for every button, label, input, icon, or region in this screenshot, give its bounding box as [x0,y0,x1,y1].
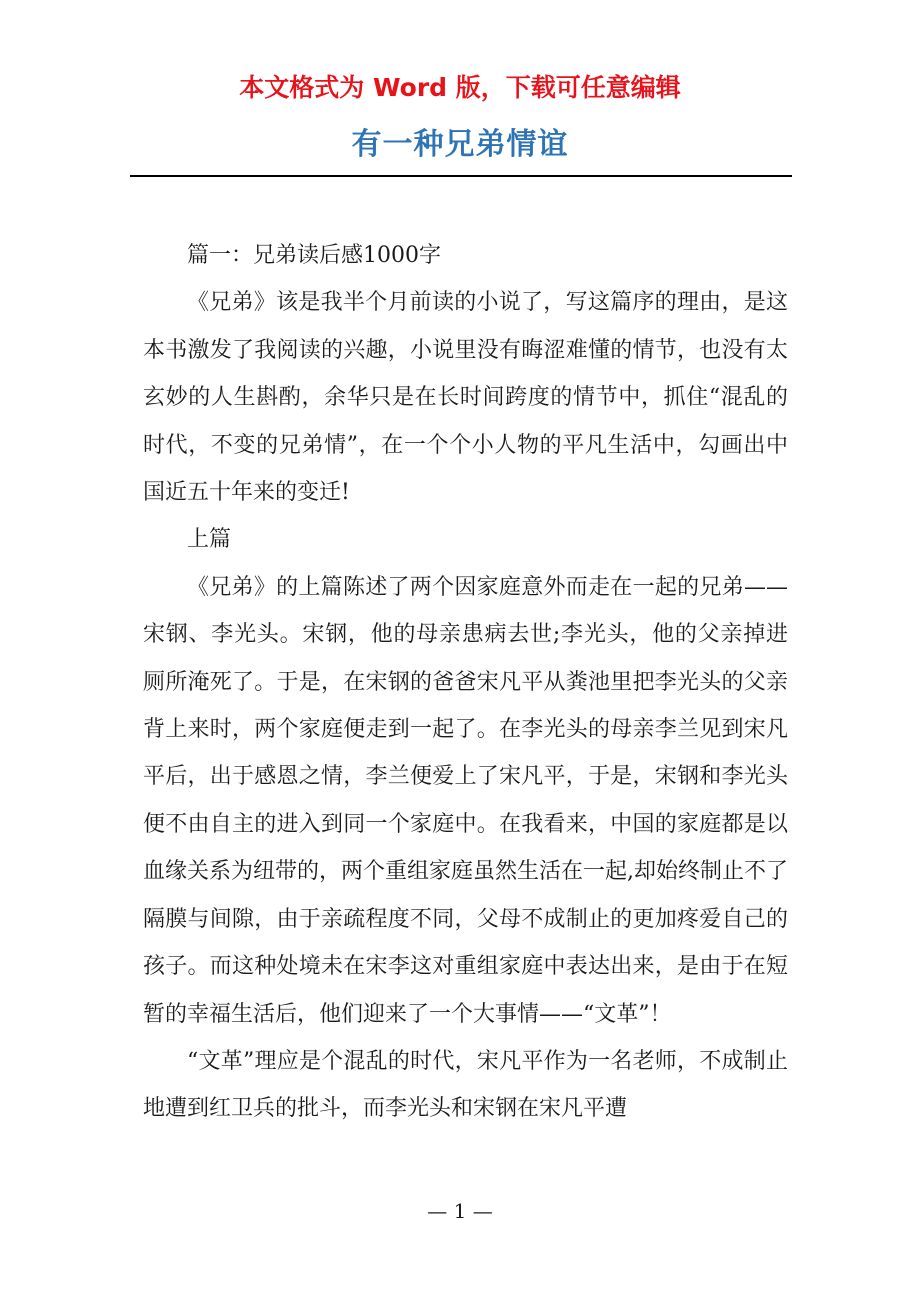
format-notice-banner: 本文格式为 Word 版，下载可任意编辑 [239,73,681,102]
document-body [143,232,788,1133]
title-divider [130,175,792,177]
subsection-heading: 上篇 [187,527,232,553]
section-heading: 篇一：兄弟读后感1000字 [187,243,441,268]
body-paragraph: “文革”理应是个混乱的时代，宋凡平作为一名老师，不成制止地遭到红卫兵的批斗，而李光头和宋钢在宋凡平遭 [143,1048,788,1122]
document-title: 有一种兄弟情谊 [351,127,569,162]
body-paragraph: 《兄弟》该是我半个月前读的小说了，写这篇序的理由，是这本书激发了我阅读的兴趣，小说里没有晦涩难懂的情节，也没有太玄妙的人生斟酌，余华只是在长时间跨度的情节中，抓住“混乱的时代，不变的兄弟情”，在一个个小人物的平凡生活中，勾画出中国近五十年来的变迁! [143,290,788,506]
page-number: — 1 — [427,1199,493,1223]
body-paragraph: 《兄弟》的上篇陈述了两个因家庭意外而走在一起的兄弟——宋钢、李光头。宋钢，他的母亲患病去世;李光头，他的父亲掉进厕所淹死了。于是，在宋钢的爸爸宋凡平从粪池里把李光头的父亲背上来时，两个家庭便走到一起了。在李光头的母亲李兰见到宋凡平后，出于感恩之情，李兰便爱上了宋凡平，于是，宋钢和李光头便不由自主的进入到同一个家庭中。在我看来，中国的家庭都是以血缘关系为纽带的，两个重组家庭虽然生活在一起,却始终制止不了隔膜与间隙，由于亲疏程度不同，父母不成制止的更加疼爱自己的孩子。而这种处境未在宋李这对重组家庭中表达出来，是由于在短暂的幸福生活后，他们迎来了一个大事情——“文革”！ [143,574,788,1027]
